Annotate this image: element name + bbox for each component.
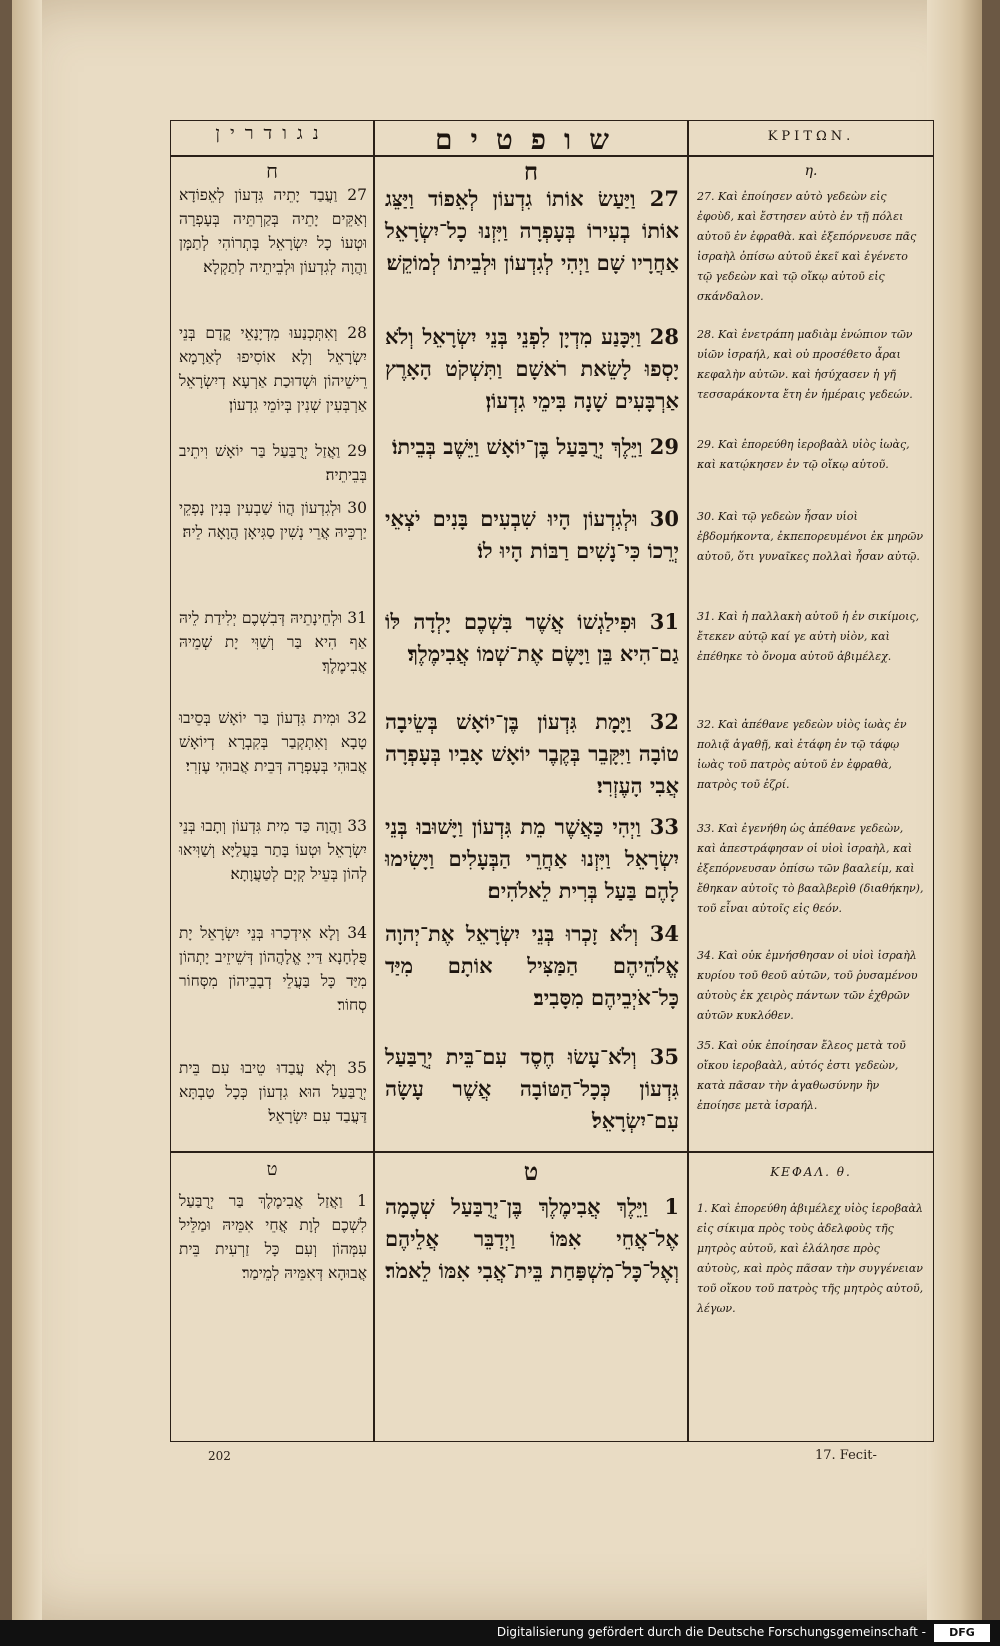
- verse-aramaic-35: 35 וְלָא עֲבַדוּ טֵיבוּ עִם בֵּית יְרֻבַּעַל הוּא גִדְעוֹן כְּכָל טַבְתָּא דַּעֲבַד עִם יִשְׂרָאֵל׃: [179, 1059, 367, 1125]
- header-hebrew: שופטים: [435, 123, 627, 156]
- chapter-mark-hebrew: ח: [523, 157, 539, 186]
- banner-text: Digitalisierung gefördert durch die Deutsche Forschungsgemeinschaft -: [496, 1625, 926, 1639]
- chapter9-mark-greek: ΚΕΦΑΛ. θ.: [770, 1165, 852, 1179]
- verse-hebrew-27: 27 וַיַּעַשׂ אוֹתוֹ גִדְעוֹן לְאֵפוֹד וַיַּצֵּג אוֹתוֹ בְעִירוֹ בְּעָפְרָה וַיִּזְנוּ כָל־יִשְׂרָאֵל אַחֲרָיו שָׁם וַיְהִי לְגִדְעוֹן וּלְבֵיתוֹ לְמוֹקֵשׁ׃: [385, 186, 679, 275]
- page-gutter: [12, 0, 42, 1620]
- verse-greek-28: 28. Καὶ ἐνετράπη μαδιὰμ ἐνώπιον τῶν υἱῶν ἰσραήλ, καὶ οὐ προσέθετο ἆραι κεφαλὴν αὐτῶν. καὶ ἡσύχασεν ἡ γῆ τεσσαράκοντα ἔτη ἐν ἡμέραις γεδεών.: [697, 328, 913, 401]
- column-rule-2: [687, 121, 689, 1441]
- verse-greek-29: 29. Καὶ ἐπορεύθη ἰεροβαὰλ υἱὸς ἰωὰς, καὶ κατῴκησεν ἐν τῷ οἴκῳ αὐτοῦ.: [697, 438, 910, 471]
- verse-hebrew-33: 33 וַיְהִי כַּאֲשֶׁר מֵת גִּדְעוֹן וַיָּשׁוּבוּ בְּנֵי יִשְׂרָאֵל וַיִּזְנוּ אַחֲרֵי הַבְּעָלִים וַיָּשִׂימוּ לָהֶם בַּעַל בְּרִית לֵאלֹהִים׃: [385, 814, 679, 903]
- header-aramaic: נגודרין: [215, 123, 329, 144]
- chapter-rule: [171, 1151, 933, 1153]
- verse-hebrew-35: 35 וְלֹא־עָשׂוּ חֶסֶד עִם־בֵּית יְרֻבַּעַל גִּדְעוֹן כְּכָל־הַטּוֹבָה אֲשֶׁר עָשָׂה עִם־יִשְׂרָאֵל׃: [385, 1044, 679, 1133]
- verse-greek-9-1: 1. Καὶ ἐπορεύθη ἀβιμέλεχ υἱὸς ἰεροβαὰλ εἰς σίκιμα πρὸς τοὺς ἀδελφοὺς τῆς μητρὸς αὐτοῦ, καὶ ἐλάλησε πρὸς αὐτοὺς, καὶ πρὸς πᾶσαν τὴν συγγένειαν τοῦ οἴκου τοῦ πατρὸς τῆς μητρὸς αὐτοῦ, λέγων.: [697, 1202, 924, 1315]
- dfg-logo-icon: DFG: [934, 1624, 990, 1642]
- verse-aramaic-29: 29 וַאֲזַל יְרֻבַּעַל בַּר יוֹאָשׁ וִיתֵיב בְּבֵיתֵיה׃: [179, 442, 367, 484]
- column-rule-1: [373, 121, 375, 1441]
- verse-aramaic-34: 34 וְלָא אִידְכַרוּ בְּנֵי יִשְׂרָאֵל יָת פֻּלְחָנָא דַּייָ אֱלָהֲהוֹן דְּשֵׁיזֵיב יָתְהוֹן מִיַּד כָּל בַּעֲלֵי דְבָבֵיהוֹן מִסְּחוֹר סְחוֹר׃: [179, 924, 367, 1014]
- verse-greek-34: 34. Καὶ οὐκ ἐμνήσθησαν οἱ υἱοὶ ἰσραὴλ κυρίου τοῦ θεοῦ αὐτῶν, τοῦ ῥυσαμένου αὐτοὺς ἐκ χειρὸς πάντων τῶν ἐχθρῶν αὐτῶν κυκλόθεν.: [697, 949, 918, 1022]
- verse-aramaic-32: 32 וּמִית גִּדְעוֹן בַּר יוֹאָשׁ בְּסֵיבוּ טָבָא וְאִתְקְבַר בְּקִבְרָא דְיוֹאָשׁ אֲבוּהִי בְּעָפְרָה דְּבֵית אֲבוּהִי עֶזְרִי׃: [179, 709, 367, 775]
- verse-hebrew-31: 31 וּפִילַגְשׁוֹ אֲשֶׁר בִּשְׁכֶם יָלְדָה לּוֹ גַם־הִיא בֵּן וַיָּשֶׂם אֶת־שְׁמוֹ אֲבִימֶלֶךְ׃: [385, 609, 679, 666]
- verse-aramaic-33: 33 וַהֲוָה כַּד מִית גִּדְעוֹן וְתָבוּ בְּנֵי יִשְׂרָאֵל וּטְעוֹ בָּתַר בַּעֲלַיָּא וְשַׁוִּיאוּ לְהוֹן בְּעֵיל קְיָם לְטַעֲוָתָא׃: [179, 817, 367, 883]
- verse-greek-30: 30. Καὶ τῷ γεδεὼν ἦσαν υἱοὶ ἑβδομήκοντα, ἐκπεπορευμένοι ἐκ μηρῶν αὐτοῦ, ὅτι γυναῖκες πολλαὶ ἦσαν αὐτῷ.: [697, 510, 924, 563]
- page-number: 202: [208, 1449, 231, 1463]
- chapter-mark-greek: η.: [804, 163, 818, 179]
- verse-hebrew-34: 34 וְלֹא זָכְרוּ בְּנֵי יִשְׂרָאֵל אֶת־יְהוָה אֱלֹהֵיהֶם הַמַּצִּיל אוֹתָם מִיַּד כָּל־אֹיְבֵיהֶם מִסָּבִיב׃: [385, 921, 679, 1010]
- text-frame: [170, 120, 934, 1442]
- chapter9-mark-hebrew: ט: [523, 1157, 539, 1186]
- verse-aramaic-9-1: 1 וַאֲזַל אֲבִימֶלֶךְ בַּר יְרֻבַּעַל לִשְׁכֶם לְוָת אֲחֵי אִמֵּיהּ וּמַלֵּיל עִמְּהוֹן וְעִם כָּל זַרְעִית בֵּית אֲבוּהָא דְּאִמֵּיהּ לְמֵימַר׃: [179, 1192, 367, 1282]
- verse-aramaic-28: 28 וְאִתְּכְנַעוּ מִדְיָנָאֵי קֳדָם בְּנֵי יִשְׂרָאֵל וְלָא אוֹסִיפוּ לְאַרָמָא רֵישֵׁיהוֹן וּשְׁדוּכַת אַרְעָא דְיִשְׂרָאֵל אַרְבְּעִין שְׁנִין בְּיוֹמֵי גִדְעוֹן׃: [179, 324, 367, 414]
- chapter9-mark-aramaic: ט: [266, 1159, 278, 1180]
- digitization-banner: [0, 1620, 1000, 1646]
- verse-greek-35: 35. Καὶ οὐκ ἐποίησαν ἔλεος μετὰ τοῦ οἴκου ἰεροβαὰλ, αὐτός ἐστι γεδεὼν, κατὰ πᾶσαν τὴν ἀγαθωσύνην ἣν ἐποίησε μετὰ ἰσραήλ.: [697, 1039, 906, 1112]
- verse-aramaic-30: 30 וּלְגִדְעוֹן הֲווֹ שַׁבְעִין בְּנִין נָפְקֵי יַרְכֵּיהּ אֲרֵי נְשִׁין סַגִּיאָן הֲוָאָה לֵיהּ׃: [179, 499, 367, 541]
- header-greek: ΚΡΙΤΩΝ.: [767, 129, 855, 144]
- verse-greek-31: 31. Καὶ ἡ παλλακὴ αὐτοῦ ἡ ἐν σικίμοις, ἔτεκεν αὐτῷ καί γε αὐτὴ υἱὸν, καὶ ἐπέθηκε τὸ ὄνομα αὐτοῦ ἀβιμέλεχ.: [697, 610, 920, 663]
- verse-hebrew-28: 28 וַיִּכָּנַע מִדְיָן לִפְנֵי בְּנֵי יִשְׂרָאֵל וְלֹא יָסְפוּ לָשֵׂאת רֹאשָׁם וַתִּשְׁקֹט הָאָרֶץ אַרְבָּעִים שָׁנָה בִּימֵי גִדְעוֹן׃: [385, 324, 679, 413]
- catchword: 17. Fecit-: [815, 1448, 877, 1463]
- verse-greek-27: 27. Καὶ ἐποίησεν αὐτὸ γεδεὼν εἰς ἐφοὺδ, καὶ ἔστησεν αὐτὸ ἐν τῇ πόλει αὐτοῦ ἐν ἐφραθὰ. καὶ ἐξεπόρνευσε πᾶς ἰσραὴλ ὀπίσω αὐτοῦ ἐκεῖ καὶ ἐγένετο τῷ γεδεὼν καὶ τῷ οἴκῳ αὐτοῦ εἰς σκάνδαλον.: [697, 190, 917, 303]
- verse-aramaic-27: 27 וַעֲבַד יָתֵיה גִּדְעוֹן לְאֵפוֹדָא וְאַקֵּים יָתֵיה בְּקַרְתֵּיה בְּעָפְרָה וּטְעוֹ כָל יִשְׂרָאֵל בָּתְרוֹהִי לְתַמָּן וַהֲוָה לְגִדְעוֹן וּלְבֵיתֵיה לְתַקְלָא׃: [179, 186, 367, 276]
- verse-aramaic-31: 31 וּלְחֵינָתֵיהּ דְּבִשְׁכֶם יְלִידַת לֵיהּ אַף הִיא בַּר וְשַׁוִּי יָת שְׁמֵיהּ אֲבִימֶלֶךְ׃: [179, 609, 367, 675]
- page-edge: [927, 0, 982, 1620]
- verse-hebrew-30: 30 וּלְגִדְעוֹן הָיוּ שִׁבְעִים בָּנִים יֹצְאֵי יְרֵכוֹ כִּי־נָשִׁים רַבּוֹת הָיוּ לוֹ׃: [385, 506, 679, 563]
- verse-greek-32: 32. Καὶ ἀπέθανε γεδεὼν υἱὸς ἰωὰς ἐν πολιᾷ ἀγαθῇ, καὶ ἐτάφη ἐν τῷ τάφῳ ἰωὰς τοῦ πατρὸς αὐτοῦ ἐν ἐφραθὰ, πατρὸς τοῦ ἐζρί.: [697, 718, 907, 791]
- verse-hebrew-32: 32 וַיָּמָת גִּדְעוֹן בֶּן־יוֹאָשׁ בְּשֵׂיבָה טוֹבָה וַיִּקָּבֵר בְּקֶבֶר יוֹאָשׁ אָבִיו בְּעָפְרָה אֲבִי הָעֶזְרִי׃: [385, 709, 679, 798]
- verse-hebrew-9-1: 1 וַיֵּלֶךְ אֲבִימֶלֶךְ בֶּן־יְרֻבַּעַל שְׁכֶמָה אֶל־אֲחֵי אִמּוֹ וַיְדַבֵּר אֲלֵיהֶם וְאֶל־כָּל־מִשְׁפַּחַת בֵּית־אֲבִי אִמּוֹ לֵאמֹר׃: [385, 1194, 679, 1283]
- chapter-mark-aramaic: ח: [266, 159, 278, 183]
- verse-hebrew-29: 29 וַיֵּלֶךְ יְרֻבַּעַל בֶּן־יוֹאָשׁ וַיֵּשֶׁב בְּבֵיתוֹ׃: [392, 434, 679, 459]
- verse-greek-33: 33. Καὶ ἐγενήθη ὡς ἀπέθανε γεδεὼν, καὶ ἀπεστράφησαν οἱ υἱοὶ ἰσραὴλ, καὶ ἐξεπόρνευσαν ὀπίσω τῶν βααλείμ, καὶ ἔθηκαν αὐτοῖς τὸ βααλβερὶθ (διαθήκην), τοῦ εἶναι αὐτοῖς εἰς θεόν.: [697, 822, 924, 915]
